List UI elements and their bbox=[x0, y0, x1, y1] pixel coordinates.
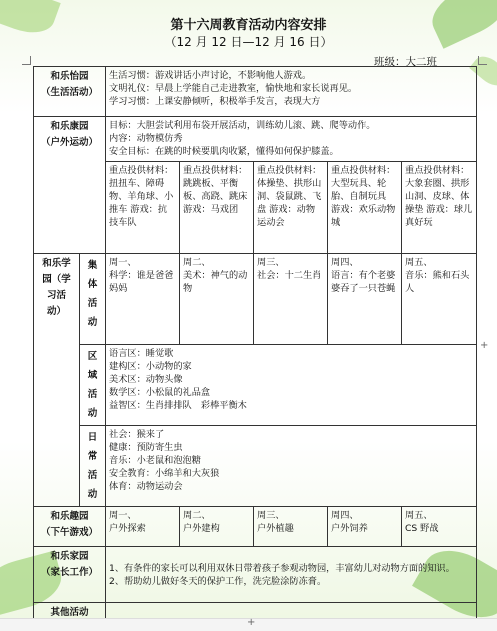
group-day-1: 周一、 科学：谁是爸爸妈妈 bbox=[106, 254, 180, 345]
section-label-hele-yiyuan: 和乐怡园 （生活活动） bbox=[34, 67, 106, 117]
quyuan-day-4: 周四、 户外饲养 bbox=[328, 507, 402, 547]
section-content-area bbox=[106, 345, 477, 426]
text-line: 学习习惯：上课安静倾听，积极举手发言，表现大方 bbox=[109, 96, 321, 107]
kangyuan-day-2: 重点投供材料：跳跳板、平衡板、高跷、跳床 游戏：马戏团 bbox=[180, 162, 254, 254]
page-corner-mark bbox=[478, 56, 487, 65]
kangyuan-day-3: 重点投供材料：体操垫、拱形山洞、袋鼠跳、飞盘 游戏：动物运动会 bbox=[254, 162, 328, 254]
table-add-column-handle[interactable]: + bbox=[247, 617, 256, 628]
schedule-table bbox=[33, 66, 477, 629]
section-label-hele-xueyuan: 和乐学 园（学 习活 动） bbox=[34, 254, 80, 507]
row-hele-kangyuan-goals bbox=[34, 117, 477, 162]
page-title: 第十六周教育活动内容安排 bbox=[170, 18, 327, 33]
page-subtitle: （12 月 12 日—12 月 16 日） bbox=[164, 35, 333, 49]
row-hele-quyuan bbox=[34, 507, 477, 547]
section-label-other: 其他活动 bbox=[34, 603, 106, 629]
text-line: 语言区：睡觉歌 bbox=[109, 348, 174, 359]
group-day-2: 周二、 美术：神气的动物 bbox=[180, 254, 254, 345]
kangyuan-day-5: 重点投供材料：大象套圈、拱形山洞、皮球、体操垫 游戏：球儿真好玩 bbox=[402, 162, 477, 254]
kangyuan-day-4: 重点投供材料：大型玩具、轮胎、自制玩具 游戏：欢乐动物城 bbox=[328, 162, 402, 254]
text-line: 生活习惯：游戏讲话小声讨论，不影响他人游戏。 bbox=[109, 70, 312, 81]
text-line: 音乐：小老鼠和泡泡糖 bbox=[109, 455, 201, 466]
text-line: 建构区：小动物的家 bbox=[109, 361, 192, 372]
page-corner-mark bbox=[22, 56, 31, 65]
quyuan-day-1: 周一、 户外探索 bbox=[106, 507, 180, 547]
section-label-hele-jiayuan: 和乐家园 （家长工作） bbox=[34, 547, 106, 603]
section-content-daily bbox=[106, 426, 477, 507]
text-line: 益智区：生肖排排队 彩棒平衡木 bbox=[109, 400, 247, 411]
quyuan-day-3: 周三、 户外植趣 bbox=[254, 507, 328, 547]
text-line: 内容：动物模仿秀 bbox=[109, 133, 183, 144]
text-line: 2、帮助幼儿做好冬天的保护工作，洗完脸涂防冻膏。 bbox=[109, 575, 327, 587]
text-line: 社会：猴来了 bbox=[109, 429, 165, 440]
text-line: 1、有条件的家长可以利用双休日带着孩子参观动物园，丰富幼儿对动物方面的知识。 bbox=[109, 562, 455, 574]
subsection-label-group: 集 体 活 动 bbox=[80, 254, 106, 345]
text-line: 安全目标：在跳的时候要肌肉收紧，懂得如何保护膝盖。 bbox=[109, 146, 339, 157]
text-line: 体育：动物运动会 bbox=[109, 481, 183, 492]
section-label-hele-kangyuan: 和乐康园 （户外运动） bbox=[34, 117, 106, 254]
class-label: 班级：大二班 bbox=[374, 56, 437, 68]
group-day-5: 周五、 音乐：熊和石头人 bbox=[402, 254, 477, 345]
row-hele-yiyuan bbox=[34, 67, 477, 117]
row-hele-jiayuan bbox=[34, 547, 477, 603]
text-line: 美术区：动物头像 bbox=[109, 374, 183, 385]
group-day-3: 周三、 社会：十二生肖 bbox=[254, 254, 328, 345]
group-day-4: 周四、 语言：有个老婆婆吞了一只苍蝇 bbox=[328, 254, 402, 345]
row-hele-xueyuan-group bbox=[34, 254, 477, 345]
section-content-hele-kangyuan-goals bbox=[106, 117, 477, 162]
quyuan-day-2: 周二、 户外建构 bbox=[180, 507, 254, 547]
text-line: 数学区：小松鼠的礼品盒 bbox=[109, 387, 211, 398]
text-line: 安全教育：小绵羊和大灰狼 bbox=[109, 468, 220, 479]
text-line: 目标：大胆尝试利用布袋开展活动，训练幼儿滚、跳、爬等动作。 bbox=[109, 120, 376, 131]
section-content-hele-jiayuan bbox=[106, 547, 477, 603]
section-label-hele-quyuan: 和乐趣园 （下午游戏） bbox=[34, 507, 106, 547]
quyuan-day-5: 周五、 CS 野战 bbox=[402, 507, 477, 547]
row-hele-xueyuan-area bbox=[34, 345, 477, 426]
table-add-row-handle[interactable]: + bbox=[480, 340, 489, 351]
text-line: 健康：预防寄生虫 bbox=[109, 442, 183, 453]
subsection-label-area: 区 域 活 动 bbox=[80, 345, 106, 426]
subsection-label-daily: 日 常 活 动 bbox=[80, 426, 106, 507]
section-content-hele-yiyuan bbox=[106, 67, 477, 117]
row-hele-xueyuan-daily bbox=[34, 426, 477, 507]
kangyuan-day-1: 重点投供材料：扭扭车、障碍物、羊角球、小推车 游戏：抗技车队 bbox=[106, 162, 180, 254]
text-line: 文明礼仪：早晨上学能自己走进教室，愉快地和家长说再见。 bbox=[109, 83, 358, 94]
